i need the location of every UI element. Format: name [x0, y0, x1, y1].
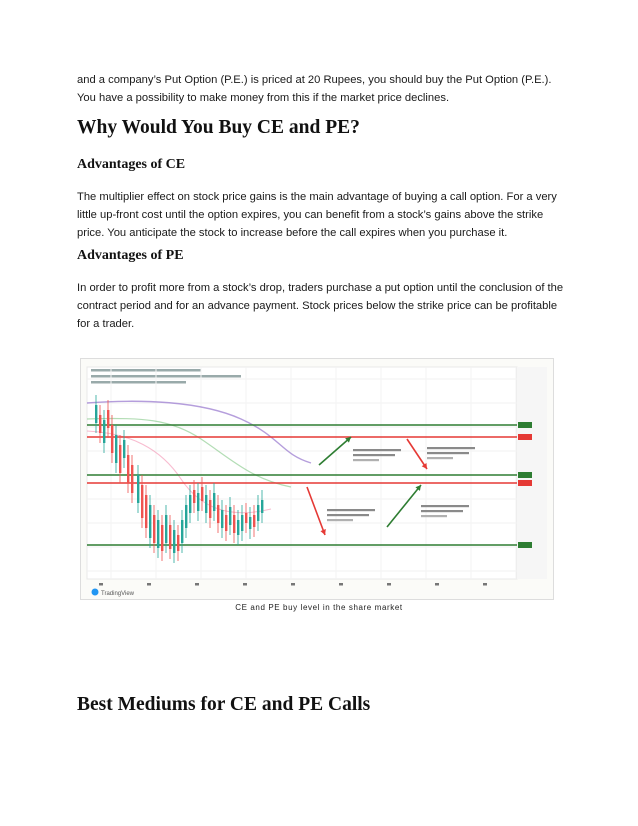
time-axis-tick [339, 583, 343, 586]
time-axis-tick [483, 583, 487, 586]
intro-line-2: You have a possibility to make money from this if the market price declines. [77, 92, 450, 104]
candle-body [241, 515, 243, 531]
candle-body [225, 515, 227, 531]
ce-heading: Advantages of CE [77, 157, 186, 172]
tradingview-logo-icon [92, 589, 99, 596]
trading-chart-figure [80, 358, 554, 600]
candle-body [209, 500, 211, 518]
candle-body [193, 490, 195, 503]
candle-body [245, 513, 247, 523]
annotation-text [353, 459, 379, 461]
time-axis-tick [291, 583, 295, 586]
candle-body [145, 495, 147, 528]
candle-body [185, 505, 187, 528]
candle-body [115, 435, 117, 463]
candle-body [149, 505, 151, 538]
time-axis-tick [243, 583, 247, 586]
pe-paragraph: In order to profit more from a stock’s drop, traders purchase a put option until the conclusion of the contract period and for an advance payment. Stock prices below the strike price can be profitable for a trader. [77, 282, 564, 330]
candle-body [141, 485, 143, 518]
candle-body [153, 515, 155, 543]
price-level-tag [518, 480, 532, 486]
candle-body [119, 445, 121, 473]
candle-body [181, 520, 183, 543]
candle-body [111, 425, 113, 453]
candle-body [237, 520, 239, 535]
header-info-line [91, 375, 241, 378]
price-level-tag [518, 542, 532, 548]
candle-body [221, 510, 223, 528]
candle-body [253, 515, 255, 527]
header-info-line [91, 381, 186, 384]
candle-body [107, 410, 109, 428]
time-axis-tick [387, 583, 391, 586]
annotation-text [421, 515, 447, 517]
candle-body [137, 475, 139, 503]
candle-body [249, 517, 251, 529]
candle-body [261, 500, 263, 513]
section-title-why: Why Would You Buy CE and PE? [77, 117, 360, 138]
candle-body [189, 495, 191, 513]
candle-body [257, 505, 259, 521]
price-level-tag [518, 434, 532, 440]
trading-chart [81, 359, 553, 599]
annotation-text [327, 519, 353, 521]
annotation-text [427, 447, 475, 449]
candle-body [95, 405, 97, 423]
candle-body [123, 440, 125, 458]
figure-caption: CE and PE buy level in the share market [235, 603, 403, 612]
tradingview-logo-text: TradingView [101, 591, 135, 597]
pe-heading: Advantages of PE [77, 248, 184, 263]
candle-body [103, 420, 105, 443]
annotation-text [327, 509, 375, 511]
intro-line-1: and a company’s Put Option (P.E.) is priced at 20 Rupees, you should buy the Put Option (P.E.). [77, 74, 552, 86]
ce-paragraph: The multiplier effect on stock price gains is the main advantage of buying a call option. For a very little up-front cost until the option expires, you can benefit from a stock’s gains above the strike price. You anticipate the stock to increase before the call expires when you purchase it. [77, 191, 557, 239]
annotation-text [327, 514, 369, 516]
candle-body [217, 505, 219, 523]
annotation-text [421, 505, 469, 507]
annotation-text [427, 452, 469, 454]
time-axis-tick [195, 583, 199, 586]
candle-body [173, 530, 175, 553]
candle-body [205, 495, 207, 513]
section-title-mediums: Best Mediums for CE and PE Calls [77, 694, 371, 715]
candle-body [169, 525, 171, 549]
time-axis-tick [99, 583, 103, 586]
annotation-text [427, 457, 453, 459]
price-level-tag [518, 422, 532, 428]
time-axis-tick [147, 583, 151, 586]
candle-body [233, 515, 235, 533]
annotation-text [421, 510, 463, 512]
candle-body [161, 525, 163, 551]
candle-body [213, 493, 215, 511]
candle-body [131, 465, 133, 493]
time-axis-tick [435, 583, 439, 586]
annotation-text [353, 454, 395, 456]
candle-body [197, 493, 199, 511]
price-level-tag [518, 472, 532, 478]
candle-body [229, 507, 231, 525]
annotation-text [353, 449, 401, 451]
header-info-line [91, 369, 201, 372]
candle-body [177, 535, 179, 551]
candle-body [201, 487, 203, 501]
candle-body [99, 415, 101, 433]
candle-body [157, 520, 159, 548]
candle-body [165, 515, 167, 543]
candle-body [127, 455, 129, 483]
